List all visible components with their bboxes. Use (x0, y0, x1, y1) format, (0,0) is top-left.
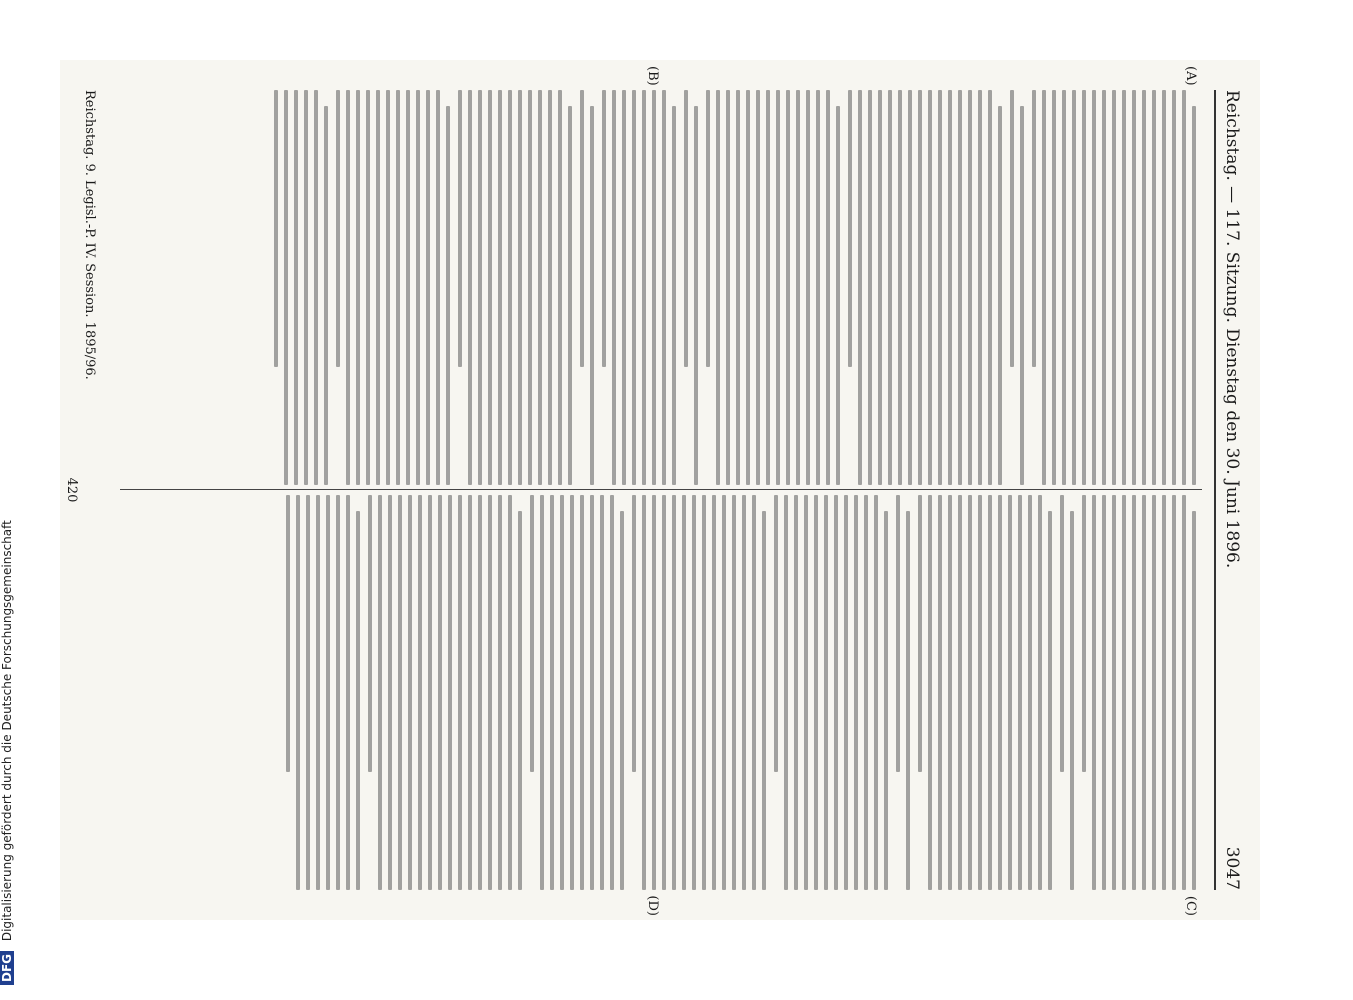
paragraph (1032, 90, 1196, 485)
text-line (1018, 495, 1022, 890)
text-line (610, 495, 614, 890)
paragraph (632, 495, 766, 890)
text-line (908, 90, 912, 485)
text-line (458, 90, 462, 367)
text-line (386, 90, 390, 485)
text-line (488, 495, 492, 890)
margin-mark-b: (B) (645, 66, 660, 86)
text-line (766, 90, 770, 485)
text-line (906, 511, 910, 890)
text-line (888, 90, 892, 485)
text-line (468, 495, 472, 890)
margin-mark-a: (A) (1183, 66, 1198, 86)
text-line (834, 495, 838, 890)
scanned-page-container (60, 60, 1260, 920)
header-title: Reichstag. — 117. Sitzung. Dienstag den 30. Juni 1896. (1222, 90, 1242, 569)
text-line (1182, 90, 1186, 485)
header-page-number: 3047 (1222, 846, 1242, 890)
margin-mark-d: (D) (645, 895, 660, 916)
paragraph (602, 90, 676, 485)
text-line (968, 90, 972, 485)
text-line (580, 90, 584, 367)
text-line (836, 106, 840, 485)
text-line (682, 495, 686, 890)
footer-session: Reichstag. 9. Legisl.-P. IV. Session. 1895/96. (82, 90, 97, 380)
text-line (988, 90, 992, 485)
text-line (864, 495, 868, 890)
text-line (672, 106, 676, 485)
text-line (814, 495, 818, 890)
text-line (816, 90, 820, 485)
running-header (1214, 90, 1242, 890)
text-line (632, 90, 636, 485)
text-line (712, 495, 716, 890)
text-line (590, 106, 594, 485)
text-line (928, 495, 932, 890)
text-line (1072, 90, 1076, 485)
text-line (1102, 90, 1106, 485)
text-line (732, 495, 736, 890)
text-line (568, 106, 572, 485)
text-line (518, 90, 522, 485)
text-line (436, 90, 440, 485)
text-line (858, 90, 862, 485)
digitization-caption (0, 0, 30, 1000)
text-line (726, 90, 730, 485)
text-line (416, 90, 420, 485)
text-line (1162, 495, 1166, 890)
text-line (602, 90, 606, 367)
text-line (1052, 90, 1056, 485)
text-line (324, 106, 328, 485)
text-line (438, 495, 442, 890)
text-line (580, 495, 584, 890)
text-line (408, 495, 412, 890)
text-line (1152, 495, 1156, 890)
text-line (642, 495, 646, 890)
text-line (622, 90, 626, 485)
text-line (508, 495, 512, 890)
text-line (508, 90, 512, 485)
text-line (998, 495, 1002, 890)
text-line (1112, 495, 1116, 890)
text-line (702, 495, 706, 890)
text-line (1070, 511, 1074, 890)
text-line (826, 90, 830, 485)
paragraph (274, 90, 328, 485)
text-line (388, 495, 392, 890)
text-line (426, 90, 430, 485)
text-line (784, 495, 788, 890)
text-line (548, 90, 552, 485)
text-line (336, 495, 340, 890)
text-line (1142, 495, 1146, 890)
text-line (898, 90, 902, 485)
text-line (378, 495, 382, 890)
text-line (498, 495, 502, 890)
text-line (752, 495, 756, 890)
text-line (1122, 90, 1126, 485)
text-line (396, 90, 400, 485)
paragraph (1060, 495, 1074, 890)
paragraph (530, 495, 624, 890)
column-divider (120, 489, 1202, 490)
text-line (824, 495, 828, 890)
text-line (796, 90, 800, 485)
text-line (918, 495, 922, 772)
text-line (346, 90, 350, 485)
text-line (518, 511, 522, 890)
text-line (1192, 106, 1196, 485)
text-line (428, 495, 432, 890)
text-line (874, 495, 878, 890)
paragraph (1010, 90, 1024, 485)
text-line (1182, 495, 1186, 890)
text-line (296, 495, 300, 890)
text-line (590, 495, 594, 890)
text-line (804, 495, 808, 890)
text-line (896, 495, 900, 772)
text-line (794, 495, 798, 890)
text-line (570, 495, 574, 890)
text-line (1162, 90, 1166, 485)
text-line (1060, 495, 1064, 772)
text-line (806, 90, 810, 485)
text-line (774, 495, 778, 772)
text-line (706, 90, 710, 367)
text-line (1112, 90, 1116, 485)
text-line (988, 495, 992, 890)
text-line (294, 90, 298, 485)
text-line (632, 495, 636, 772)
text-line (538, 90, 542, 485)
paragraph (286, 495, 360, 890)
text-line (446, 106, 450, 485)
text-line (1102, 495, 1106, 890)
text-line (1132, 495, 1136, 890)
text-line (326, 495, 330, 890)
text-line (550, 495, 554, 890)
paragraph (706, 90, 840, 485)
text-line (742, 495, 746, 890)
text-line (274, 90, 278, 367)
text-line (368, 495, 372, 772)
text-line (746, 90, 750, 485)
text-line (398, 495, 402, 890)
text-line (560, 495, 564, 890)
text-line (1132, 90, 1136, 485)
text-line (1192, 511, 1196, 890)
text-line (1172, 495, 1176, 890)
text-line (958, 495, 962, 890)
text-line (478, 495, 482, 890)
text-line (978, 495, 982, 890)
text-line (376, 90, 380, 485)
paragraph (774, 495, 888, 890)
paragraph (918, 495, 1052, 890)
text-line (1082, 90, 1086, 485)
text-line (558, 90, 562, 485)
margin-mark-c: (C) (1183, 895, 1198, 916)
text-line (848, 90, 852, 367)
text-line (662, 495, 666, 890)
text-line (366, 90, 370, 485)
text-line (306, 495, 310, 890)
text-line (1082, 495, 1086, 772)
text-line (662, 90, 666, 485)
text-line (304, 90, 308, 485)
text-line (652, 90, 656, 485)
text-line (1010, 90, 1014, 367)
text-line (1142, 90, 1146, 485)
text-line (468, 90, 472, 485)
text-line (938, 495, 942, 890)
footer-page-number: 420 (64, 477, 79, 503)
text-line (928, 90, 932, 485)
text-line (878, 90, 882, 485)
text-line (1172, 90, 1176, 485)
text-column-left (120, 90, 1202, 485)
paragraph (336, 90, 450, 485)
scanned-page (60, 60, 1260, 920)
text-line (488, 90, 492, 485)
text-line (316, 495, 320, 890)
text-line (540, 495, 544, 890)
paragraph (368, 495, 522, 890)
text-line (1028, 495, 1032, 890)
text-line (1122, 495, 1126, 890)
text-line (418, 495, 422, 890)
text-line (478, 90, 482, 485)
text-line (978, 90, 982, 485)
text-line (612, 90, 616, 485)
text-line (346, 495, 350, 890)
text-line (1092, 495, 1096, 890)
text-line (1020, 106, 1024, 485)
text-column-right (120, 495, 1202, 890)
text-line (868, 90, 872, 485)
paragraph (580, 90, 594, 485)
text-line (722, 495, 726, 890)
text-line (694, 106, 698, 485)
paragraph (458, 90, 572, 485)
paragraph (896, 495, 910, 890)
caption-text: Digitalisierung gefördert durch die Deutsche Forschungsgemeinschaft (0, 520, 14, 942)
text-line (884, 511, 888, 890)
text-line (672, 495, 676, 890)
dfg-logo: DFG (0, 951, 14, 985)
text-line (284, 90, 288, 485)
text-line (642, 90, 646, 485)
text-line (530, 495, 534, 772)
text-line (1008, 495, 1012, 890)
text-line (1032, 90, 1036, 367)
text-line (1048, 511, 1052, 890)
text-line (528, 90, 532, 485)
text-line (600, 495, 604, 890)
text-line (314, 90, 318, 485)
text-line (652, 495, 656, 890)
text-line (684, 90, 688, 367)
text-line (448, 495, 452, 890)
paragraph (684, 90, 698, 485)
text-line (1092, 90, 1096, 485)
text-line (356, 511, 360, 890)
text-line (1042, 90, 1046, 485)
text-line (948, 495, 952, 890)
text-line (938, 90, 942, 485)
text-line (786, 90, 790, 485)
text-line (406, 90, 410, 485)
text-line (458, 495, 462, 890)
text-line (336, 90, 340, 367)
text-line (762, 511, 766, 890)
text-line (620, 511, 624, 890)
text-line (356, 90, 360, 485)
text-line (948, 90, 952, 485)
text-line (776, 90, 780, 485)
text-line (1062, 90, 1066, 485)
text-line (692, 495, 696, 890)
text-line (958, 90, 962, 485)
text-line (968, 495, 972, 890)
paragraph (1082, 495, 1196, 890)
text-line (854, 495, 858, 890)
text-line (736, 90, 740, 485)
text-line (756, 90, 760, 485)
text-line (844, 495, 848, 890)
text-line (998, 106, 1002, 485)
text-line (918, 90, 922, 485)
text-line (716, 90, 720, 485)
text-line (498, 90, 502, 485)
text-line (286, 495, 290, 772)
text-line (1038, 495, 1042, 890)
text-line (1152, 90, 1156, 485)
paragraph (848, 90, 1002, 485)
